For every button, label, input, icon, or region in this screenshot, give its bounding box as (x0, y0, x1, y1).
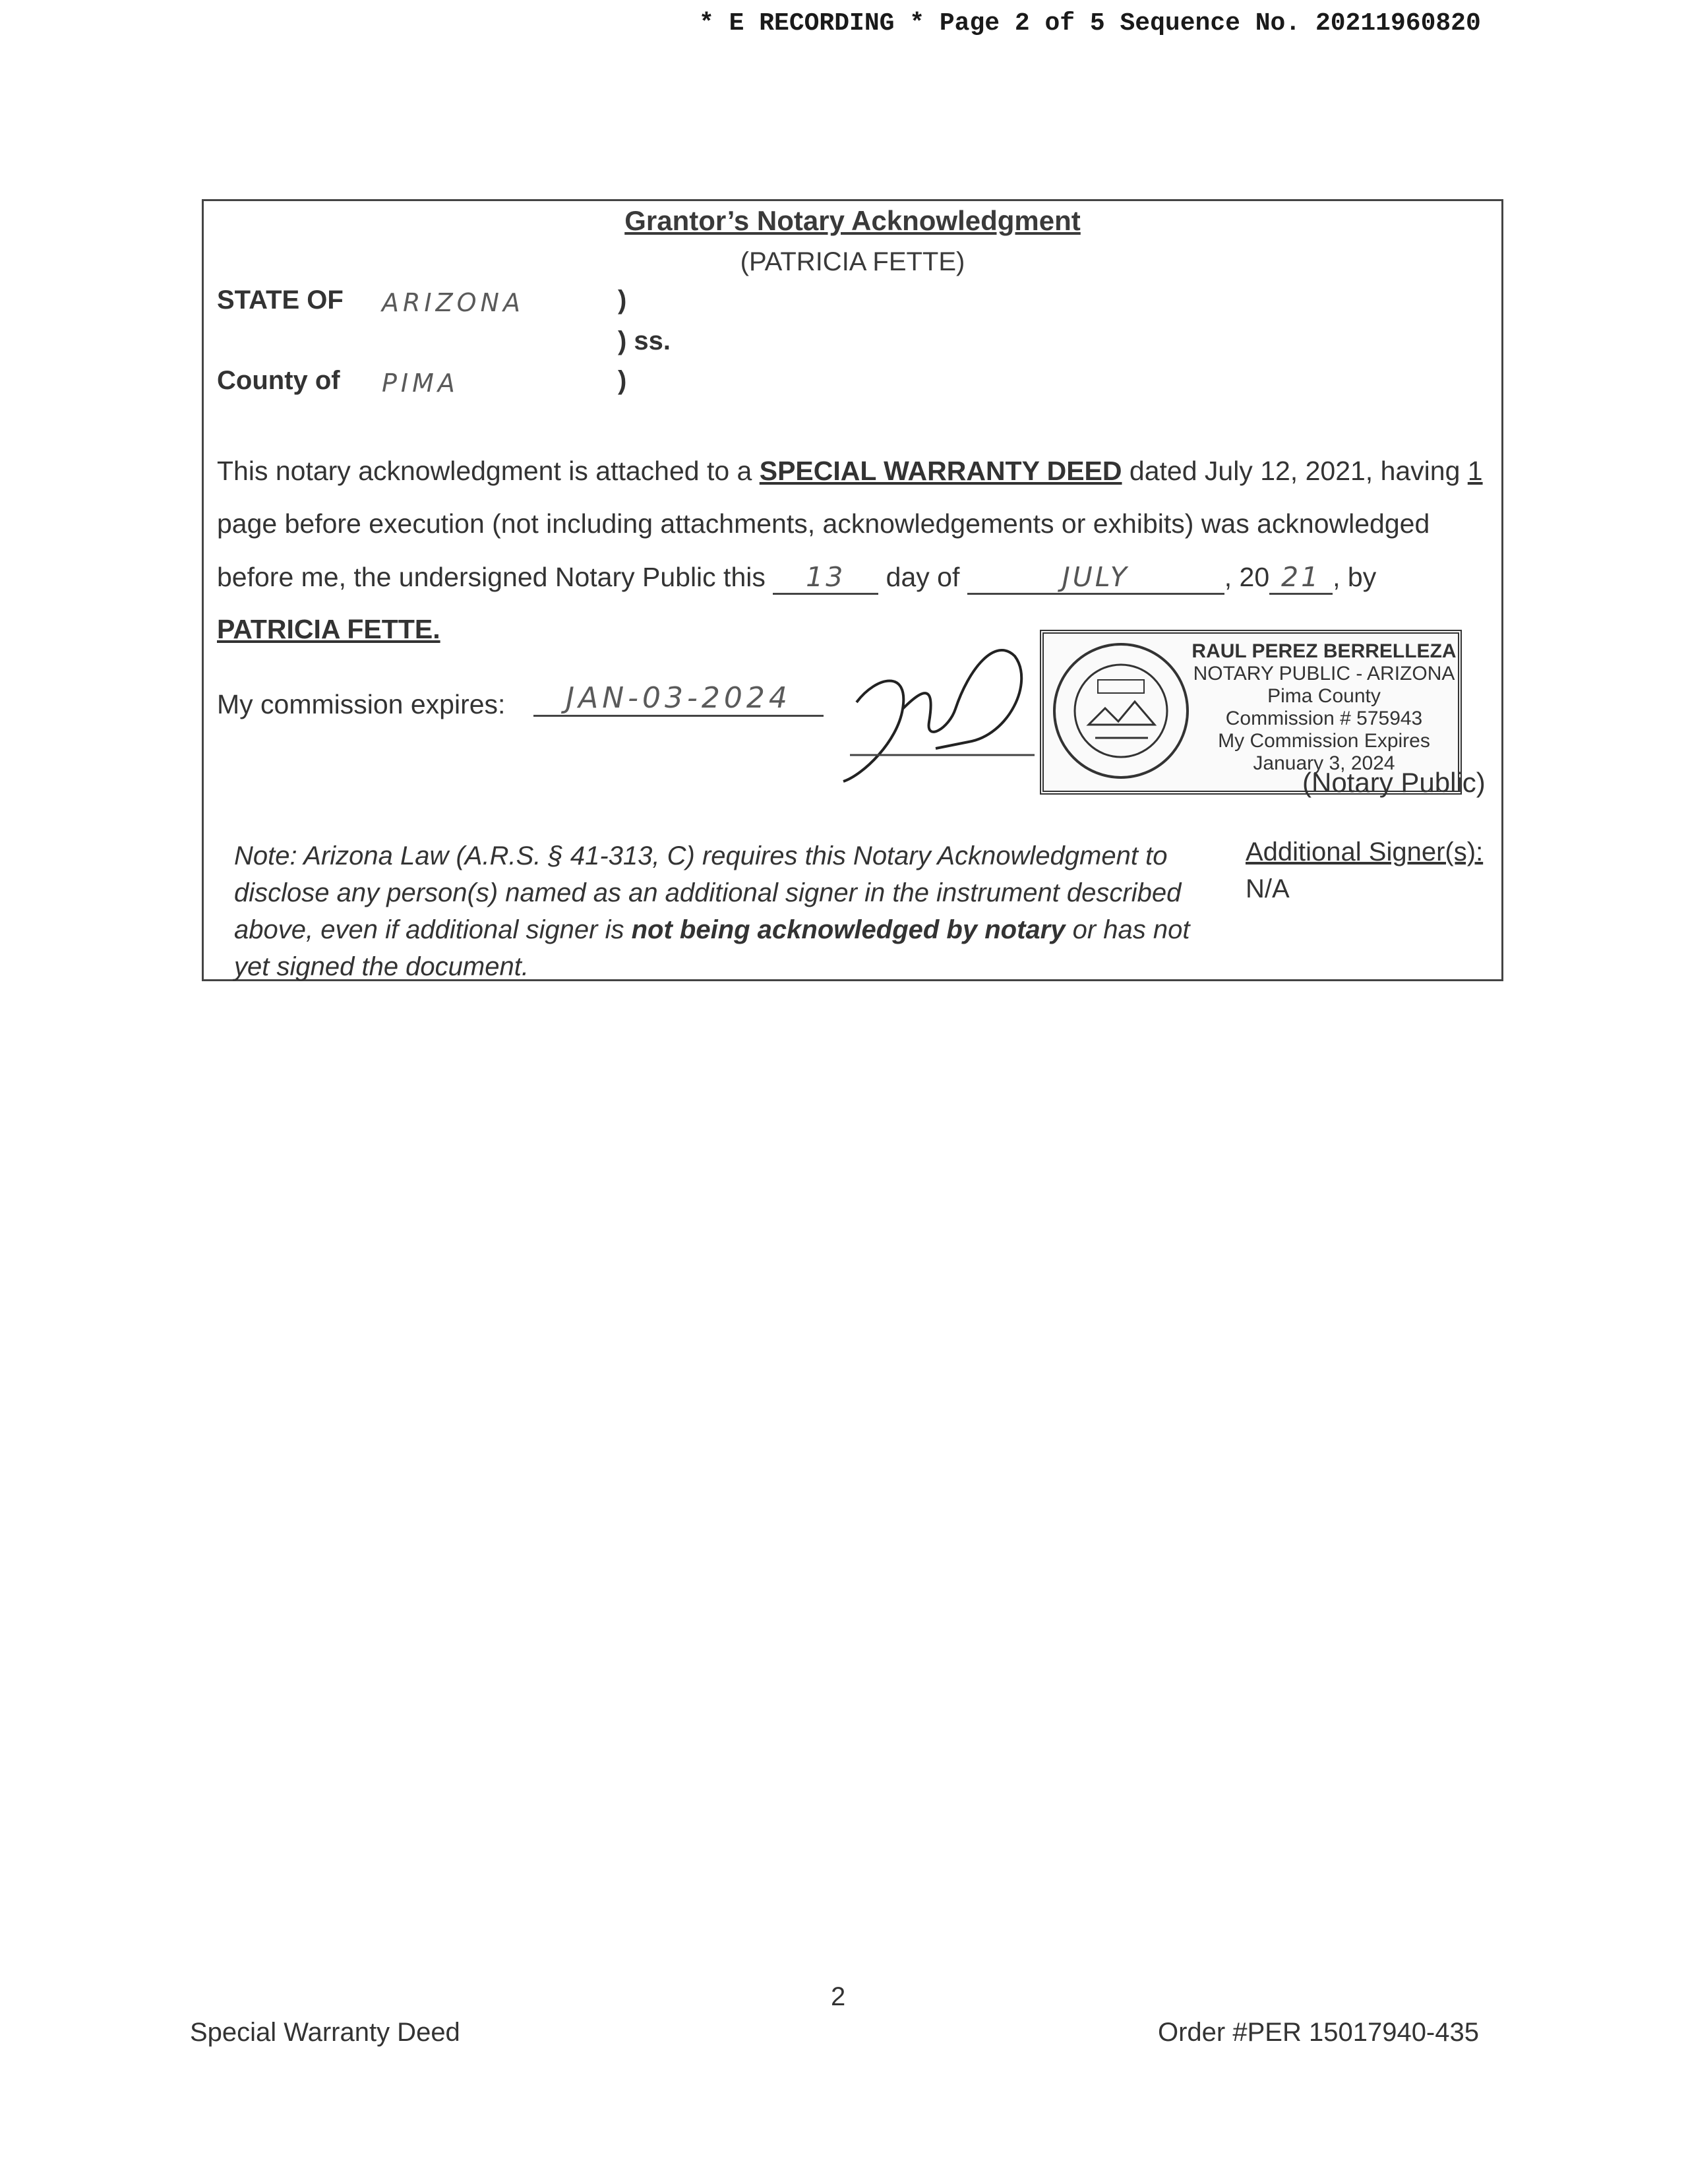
notary-public-label: (Notary Public) (1302, 767, 1486, 798)
state-label: STATE OF (217, 286, 344, 315)
state-seal-icon (1053, 643, 1189, 779)
commission-line (533, 681, 824, 717)
paren-1: ) (618, 286, 627, 315)
month-value: JULY (1062, 561, 1130, 593)
footer-document-name: Special Warranty Deed (190, 2018, 460, 2047)
note-text-b: or has not yet signed the document. (234, 915, 1190, 981)
paragraph-line-1 (217, 456, 1483, 487)
notary-title: NOTARY PUBLIC - ARIZONA (1193, 663, 1455, 684)
notary-expires-label: My Commission Expires (1218, 730, 1430, 752)
notary-commission: Commission # 575943 (1225, 708, 1423, 729)
page-count: 1 (1467, 456, 1483, 486)
ack-subtitle: (PATRICIA FETTE) (740, 247, 965, 276)
page-number: 2 (831, 1982, 846, 2011)
notary-expires-date: January 3, 2024 (1253, 752, 1395, 774)
notary-county: Pima County (1267, 685, 1381, 707)
county-label: County of (217, 366, 340, 395)
p3-text-a: before me, the undersigned Notary Public this (217, 562, 773, 592)
p3-text-d: , by (1333, 562, 1377, 592)
paragraph-line-2: page before execution (not including attachments, acknowledgements or exhibits) was acknowledged (217, 508, 1430, 539)
note-text-a: Note: Arizona Law (A.R.S. § 41-313, C) requires this Notary Acknowledgment to disclose any person(s) named as an additional signer in the instrument described above, even if additional signer is (234, 841, 1182, 944)
commission-value: JAN-03-2024 (566, 681, 791, 715)
recording-header: * E RECORDING * Page 2 of 5 Sequence No. 20211960820 (699, 9, 1481, 38)
additional-signers-value: N/A (1246, 874, 1290, 903)
document-type: SPECIAL WARRANTY DEED (759, 456, 1122, 486)
stamp-text (1189, 640, 1459, 775)
notary-acknowledgment-box (202, 199, 1503, 981)
ack-title: Grantor’s Notary Acknowledgment (624, 205, 1081, 236)
year-value: 21 (1281, 561, 1321, 593)
paragraph-line-3 (217, 561, 1376, 595)
p3-text-b: day of (878, 562, 967, 592)
paren-2: ) (618, 366, 627, 395)
county-value: PIMA (382, 369, 459, 398)
ss-label: ) ss. (618, 326, 671, 355)
arizona-law-note (234, 837, 1190, 985)
additional-signers-label: Additional Signer(s): (1246, 837, 1484, 866)
note-text-bold: not being acknowledged by notary (631, 915, 1066, 944)
signer-name: PATRICIA FETTE. (217, 614, 440, 644)
p1-text-b: dated July 12, 2021, having (1122, 456, 1468, 486)
p3-text-c: , 20 (1224, 562, 1270, 592)
notary-signature (837, 630, 1054, 801)
commission-label: My commission expires: (217, 689, 506, 719)
state-value: ARIZONA (382, 288, 524, 317)
notary-name: RAUL PEREZ BERRELLEZA (1191, 640, 1457, 662)
footer-order-number: Order #PER 15017940-435 (1158, 2018, 1479, 2047)
day-value: 13 (806, 561, 846, 593)
p1-text-a: This notary acknowledgment is attached to a (217, 456, 760, 486)
